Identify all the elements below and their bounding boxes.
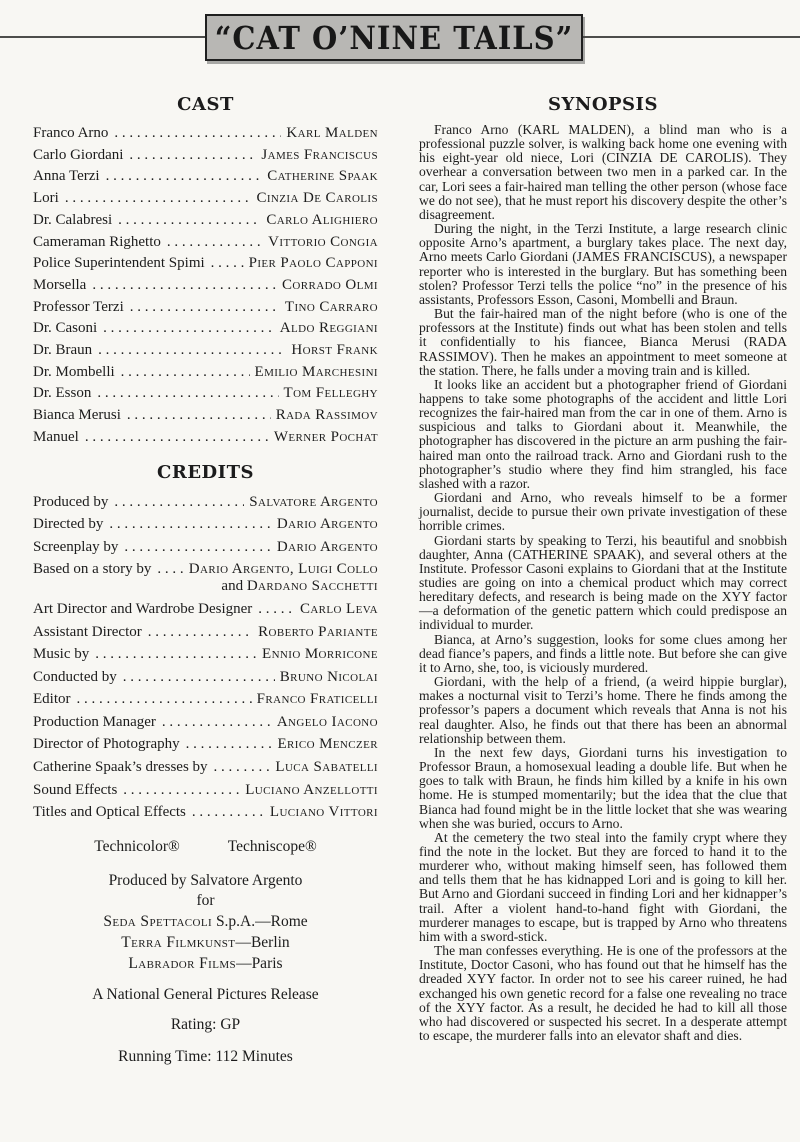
credit-person-name: Roberto Pariante: [258, 623, 378, 640]
credit-row: [33, 598, 378, 621]
credit-person-name: Luciano Anzellotti: [245, 781, 378, 798]
cast-row: [33, 297, 378, 319]
synopsis-paragraph: It looks like an accident but a photographer friend of Giordani happens to take some photographs of the accident and little Lori recognizes the fair-haired man from the car in one of them. Arno is suspicious and talks to Giordani about it. Meanwhile, the photographer has discovered in the picture an arm pushing the fair-haired man onto the railroad track. Arno and Giordani rush to the photographer’s studio where they find him strangled, his face slashed with a razor.: [419, 376, 787, 491]
film-title: “CAT O’NINE TAILS”: [214, 19, 574, 56]
credits-list: [33, 491, 378, 824]
running-time-line: Running Time: 112 Minutes: [118, 1047, 293, 1065]
leader-dots: [157, 558, 183, 581]
leader-dots: [77, 688, 252, 711]
cast-actor-name: Aldo Reggiani: [279, 320, 378, 337]
leader-dots: [106, 166, 263, 188]
cast-actor-name: Cinzia De Carolis: [256, 190, 378, 207]
credit-row: [33, 513, 378, 536]
leader-dots: [65, 188, 252, 210]
company-line: [33, 911, 378, 932]
credit-role-label: Produced by: [33, 493, 109, 510]
company-location: S.p.A.—Rome: [212, 912, 308, 930]
leader-dots: [186, 733, 273, 756]
process-row: [33, 838, 378, 856]
leader-dots: [127, 405, 271, 427]
cast-actor-name: Carlo Alighiero: [266, 211, 378, 228]
synopsis-paragraph: During the night, in the Terzi Institute, a large research clinic opposite Arno’s apartment, a burglary takes place. The next day, Arno meets Carlo Giordani (JAMES FRANCISCUS), a newspaper reporter who is interested in the burglary. But has something been stolen? Professor Terzi tells the police “no” in the presence of his assistants, Professors Esson, Casoni, Mombelli and Braun.: [419, 221, 787, 307]
credit-continuation-prefix: and: [221, 577, 247, 594]
leader-dots: [258, 598, 295, 621]
credit-person-name: Bruno Nicolai: [279, 668, 378, 685]
synopsis-heading: SYNOPSIS: [548, 94, 658, 115]
credit-row: [33, 779, 378, 802]
cast-actor-name: Karl Malden: [286, 125, 378, 141]
production-block: [33, 838, 378, 1067]
credit-row: [33, 733, 378, 756]
cast-row: [33, 340, 378, 362]
cast-actor-name: Tom Felleghy: [283, 385, 378, 402]
cast-actor-name: Tino Carraro: [284, 298, 378, 315]
synopsis-paragraph: Franco Arno (KARL MALDEN), a blind man who is a professional puzzle solver, is walking back home one evening with his eight-year old niece, Lori (CINZIA DE CAROLIS). They overhear a conversation between two men in a parked car. In the car, Lori sees a fair-haired man telling the other person (whose face we do not see), that he must report his discovery despite the other’s disagreement.: [419, 122, 787, 222]
leader-dots: [97, 383, 278, 405]
cast-actor-name: Werner Pochat: [273, 428, 378, 445]
synopsis-paragraph: Giordani starts by speaking to Terzi, his beautiful and snobbish daughter, Anna (CATHERINE SPAAK), and several others at the Institute. Professor Casoni explains to Giordani that at the Institute studies are going on into a chemical product which may correct hereditary defects, and research is being made on the XYY factor—a deformation of the genetic pattern which could predispose an individual to murder.: [419, 532, 787, 633]
company-name: Terra Filmkunst: [121, 933, 236, 951]
technicolor-label: Technicolor®: [94, 837, 180, 855]
cast-actor-name: Catherine Spaak: [267, 168, 378, 185]
leader-dots: [114, 491, 244, 514]
leader-dots: [211, 253, 244, 275]
synopsis-paragraph: Giordani, with the help of a friend, (a weird hippie burglar), makes a nocturnal visit to Terzi’s home. There he finds among the professor’s papers a document which reveals that Anna is not his real daughter. Also, he finds out that there has been an abnormal relationship between them.: [419, 674, 787, 746]
synopsis-paragraph: Bianca, at Arno’s suggestion, looks for some clues among her dead fiance’s papers, and finds a little note. But before she can give it to Arno, she, too, is viciously murdered.: [419, 631, 787, 675]
cast-role-label: Carlo Giordani: [33, 146, 124, 163]
leader-dots: [114, 123, 281, 145]
title-banner: [205, 14, 583, 61]
credit-person-name: Ennio Morricone: [262, 646, 378, 663]
synopsis-paragraph: At the cemetery the two steal into the family crypt where they find the note in the locket. But they are forced to hand it to the murderer who, without making himself seen, has followed them and tells them that he has kidnapped Lori and is going to kill her. But Arno and Giordani succeed in finding Lori and her kidnapper’s trail. After a violent hand-to-hand fight with Giordani, the murderer manages to escape, but is trapped by Arno who threatens him with a sword-stick.: [419, 829, 787, 944]
cast-role-label: Dr. Mombelli: [33, 363, 115, 380]
credit-person-name: Erico Menczer: [277, 736, 378, 753]
synopsis-text: [419, 123, 787, 1043]
cast-role-label: Dr. Esson: [33, 385, 92, 402]
cast-actor-name: Horst Frank: [291, 342, 378, 359]
credit-person-name: Dario Argento, Luigi Collo: [188, 561, 378, 578]
leader-dots: [192, 801, 265, 824]
cast-row: [33, 405, 378, 427]
credit-row: [33, 711, 378, 734]
cast-role-label: Professor Terzi: [33, 298, 124, 315]
production-companies: [33, 911, 378, 974]
cast-row: [33, 427, 378, 449]
cast-role-label: Morsella: [33, 276, 87, 293]
cast-row: [33, 145, 378, 167]
credit-row: [33, 666, 378, 689]
cast-row: [33, 232, 378, 254]
credit-person-name: Dario Argento: [276, 538, 378, 555]
cast-row: [33, 383, 378, 405]
cast-role-label: Dr. Braun: [33, 342, 93, 359]
credit-role-label: Sound Effects: [33, 781, 118, 798]
leader-dots: [123, 779, 240, 802]
leader-dots: [123, 666, 275, 689]
cast-role-label: Franco Arno: [33, 125, 109, 141]
cast-row: [33, 123, 378, 145]
credit-role-label: Conducted by: [33, 668, 117, 685]
cast-row: [33, 188, 378, 210]
credit-role-label: Music by: [33, 646, 90, 663]
cast-actor-name: Pier Paolo Capponi: [248, 255, 378, 272]
credit-row: [33, 756, 378, 779]
credit-row: [33, 688, 378, 711]
company-name: Labrador Films: [128, 954, 237, 972]
cast-role-label: Manuel: [33, 428, 79, 445]
credit-person-name: Luca Sabatelli: [275, 759, 378, 776]
credit-role-label: Based on a story by: [33, 561, 152, 578]
leader-dots: [109, 513, 272, 536]
credit-role-label: Editor: [33, 691, 71, 708]
company-name: Seda Spettacoli: [103, 912, 213, 930]
cast-list: [33, 123, 378, 449]
synopsis-paragraph: In the next few days, Giordani turns his investigation to Professor Braun, a homosexual leading a double life. But when he goes to talk with Braun, he finds him killed by a knife in his own home. He is stumped momentarily; but the idea that the clue that Bianca had found might be in the little locket that she was wearing when she was buried, occurs to Arno.: [419, 744, 787, 831]
synopsis-paragraph: But the fair-haired man of the night before (who is one of the professors at the Institute) finds out what has been stolen and tells it confidentially to his fiancee, Bianca Merusi (RADA RASSIMOV). Then he makes an appointment to meet someone at the station. There, he falls under a moving train and is killed.: [419, 306, 787, 378]
credit-person-name: Salvatore Argento: [249, 493, 378, 510]
leader-dots: [130, 297, 280, 319]
cast-actor-name: Corrado Olmi: [282, 276, 378, 293]
credit-role-label: Director of Photography: [33, 736, 180, 753]
credit-role-label: Titles and Optical Effects: [33, 804, 186, 821]
leader-dots: [129, 145, 256, 167]
cast-role-label: Bianca Merusi: [33, 407, 121, 424]
leader-dots: [148, 621, 253, 644]
leader-dots: [167, 232, 263, 254]
cast-row: [33, 210, 378, 232]
leader-dots: [124, 536, 272, 559]
company-line: [33, 932, 378, 953]
cast-row: [33, 318, 378, 340]
cast-row: [33, 362, 378, 384]
cast-row: [33, 166, 378, 188]
credits-heading: CREDITS: [157, 461, 254, 483]
credit-role-label: Catherine Spaak’s dresses by: [33, 759, 208, 776]
cast-role-label: Dr. Casoni: [33, 320, 98, 337]
company-location: —Paris: [236, 954, 283, 972]
cast-role-label: Cameraman Righetto: [33, 233, 161, 250]
credit-role-label: Art Director and Wardrobe Designer: [33, 600, 253, 617]
credit-role-label: Directed by: [33, 516, 104, 533]
cast-row: [33, 253, 378, 275]
credit-person-name: Franco Fraticelli: [256, 691, 378, 708]
techniscope-label: Techniscope®: [227, 837, 317, 855]
for-line: for: [196, 891, 215, 909]
synopsis-paragraph: The man confesses everything. He is one of the professors at the Institute, Doctor Casoni, who has found out that he himself has the dreaded XYY factor. In order not to see his career ruined, he had exchanged his own genetic record for a false one revealing no trace of the XYY factor. As a result, he decided he had to kill all those who had discovered or suspected his secret. In a desperate attempt to escape, the murderer falls into an elevator shaft and dies.: [419, 943, 787, 1043]
credit-row: [33, 536, 378, 559]
credit-continuation-name: Dardano Sacchetti: [246, 577, 378, 594]
credit-role-label: Production Manager: [33, 713, 156, 730]
leader-dots: [85, 427, 269, 449]
cast-actor-name: Rada Rassimov: [275, 407, 378, 424]
cast-role-label: Police Superintendent Spimi: [33, 255, 205, 272]
leader-dots: [95, 643, 257, 666]
credit-row: [33, 801, 378, 824]
credit-person-name: Carlo Leva: [299, 600, 378, 617]
leader-dots: [103, 318, 275, 340]
credit-person-name: Dario Argento: [276, 516, 378, 533]
cast-actor-name: Vittorio Congia: [268, 233, 378, 250]
cast-row: [33, 275, 378, 297]
company-line: [33, 953, 378, 974]
credit-person-name: Angelo Iacono: [276, 713, 378, 730]
leader-dots: [118, 210, 261, 232]
cast-actor-name: James Franciscus: [261, 146, 378, 163]
credit-row: [33, 491, 378, 514]
credit-person-name: Luciano Vittori: [269, 804, 378, 821]
produced-by-line: Produced by Salvatore Argento: [108, 871, 303, 889]
leader-dots: [121, 362, 250, 384]
left-column: [33, 94, 378, 1067]
cast-role-label: Anna Terzi: [33, 168, 100, 185]
credit-role-label: Assistant Director: [33, 623, 142, 640]
credit-row: [33, 621, 378, 644]
leader-dots: [98, 340, 286, 362]
cast-heading: CAST: [177, 94, 234, 115]
credit-row: [33, 643, 378, 666]
cast-actor-name: Emilio Marchesini: [254, 363, 378, 380]
leader-dots: [92, 275, 277, 297]
cast-role-label: Dr. Calabresi: [33, 211, 113, 228]
rating-line: Rating: GP: [170, 1015, 241, 1033]
company-location: —Berlin: [235, 933, 290, 951]
release-line: A National General Pictures Release: [92, 985, 319, 1003]
credit-row-continuation: [33, 579, 378, 594]
right-column: [419, 94, 787, 1043]
credit-role-label: Screenplay by: [33, 538, 119, 555]
leader-dots: [162, 711, 272, 734]
synopsis-paragraph: Giordani and Arno, who reveals himself to be a former journalist, decide to pursue their own private investigation of these horrible crimes.: [419, 490, 787, 534]
cast-role-label: Lori: [33, 190, 59, 207]
leader-dots: [214, 756, 271, 779]
